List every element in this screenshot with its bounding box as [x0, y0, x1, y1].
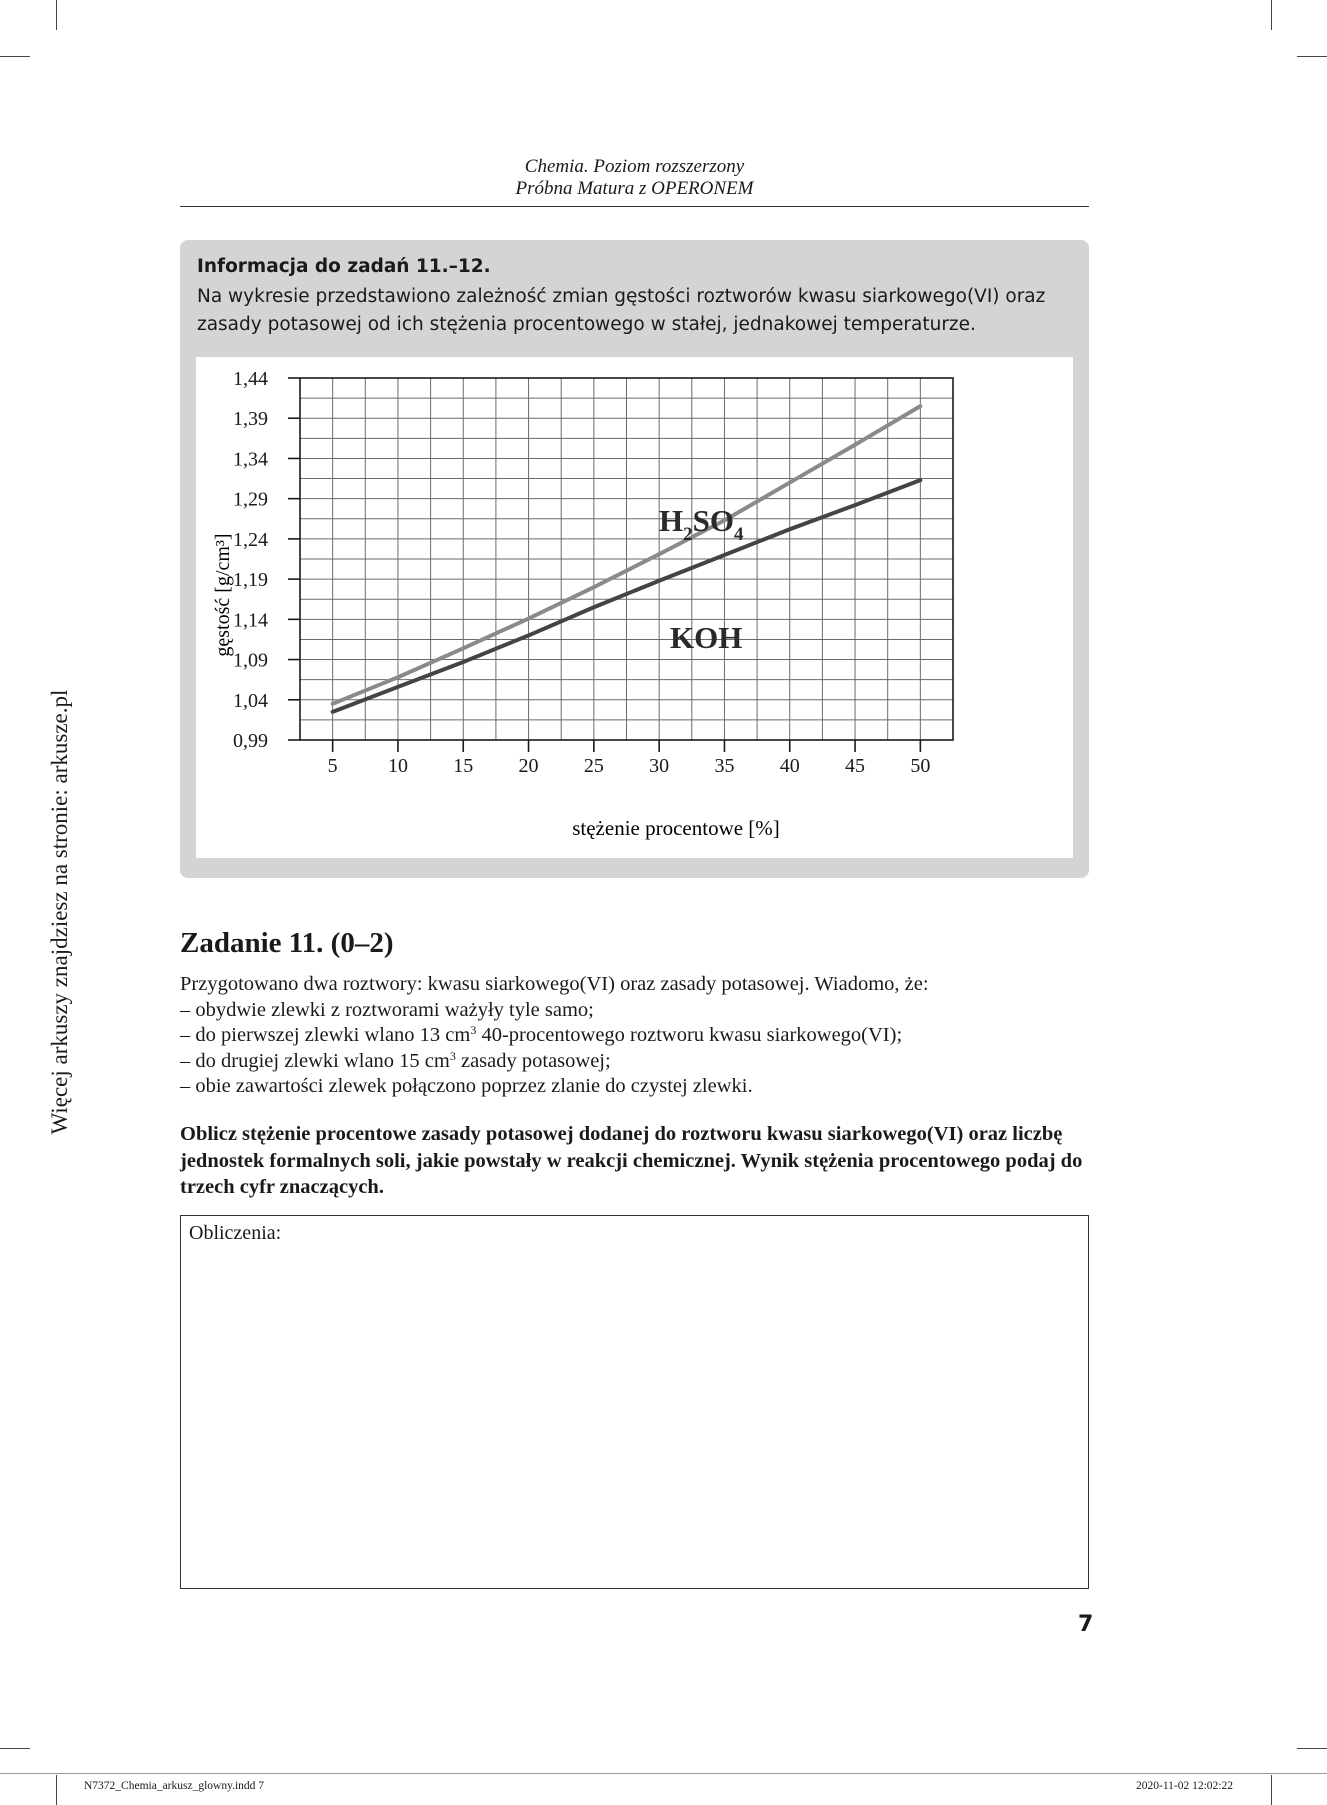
- y-tick-label: 1,24: [233, 528, 268, 551]
- sidebar-promo-text: Więcej arkuszy znajdziesz na stronie: arkusze.pl: [47, 689, 72, 1135]
- crop-mark: [1297, 56, 1327, 57]
- chart-panel: [196, 357, 1073, 858]
- x-tick-label: 30: [649, 755, 670, 777]
- task-body: [180, 972, 1095, 1100]
- y-tick-label: 1,29: [233, 488, 268, 511]
- header-divider: [180, 206, 1089, 207]
- task-intro: Przygotowano dwa roztwory: kwasu siarkowego(VI) oraz zasady potasowej. Wiadomo, że:: [180, 973, 929, 995]
- y-tick-label: 1,39: [233, 408, 268, 431]
- crop-mark: [0, 56, 30, 57]
- y-tick-label: 1,04: [233, 689, 268, 712]
- crop-mark: [56, 1775, 57, 1805]
- x-tick-label: 40: [779, 755, 800, 777]
- x-tick-label: 15: [453, 755, 474, 777]
- page-number: 7: [1078, 1612, 1094, 1637]
- y-tick-label: 1,19: [233, 569, 268, 592]
- header-line-2: Próbna Matura z OPERONEM: [515, 178, 754, 199]
- info-title: Informacja do zadań 11.–12.: [197, 256, 491, 277]
- y-axis-label: gęstość [g/cm³]: [212, 533, 234, 657]
- series-label-koh: KOH: [670, 620, 743, 655]
- x-tick-label: 50: [910, 755, 931, 777]
- task-title: Zadanie 11. (0–2): [180, 927, 394, 959]
- y-tick-label: 1,09: [233, 649, 268, 672]
- header-line-1: Chemia. Poziom rozszerzony: [524, 156, 745, 177]
- footer-file-info: N7372_Chemia_arkusz_glowny.indd 7: [84, 1780, 265, 1792]
- y-tick-label: 1,34: [233, 448, 268, 471]
- x-axis-label: stężenie procentowe [%]: [572, 816, 780, 840]
- crop-mark: [1271, 1775, 1272, 1805]
- task-item: – obie zawartości zlewek połączono poprzez zlanie do czystej zlewki.: [180, 1075, 753, 1097]
- x-tick-label: 45: [845, 755, 866, 777]
- density-chart: [196, 357, 1073, 858]
- task-instruction: Oblicz stężenie procentowe zasady potasowej dodanej do roztworu kwasu siarkowego(VI) oraz liczbę jednostek formalnych soli, jakie powstały w reakcji chemicznej. Wynik stężenia procentowego podaj do trzech cyfr znaczących.: [180, 1123, 1083, 1198]
- y-tick-label: 1,44: [233, 368, 268, 390]
- x-tick-label: 20: [518, 755, 539, 777]
- y-tick-label: 1,14: [233, 609, 268, 632]
- x-tick-label: 25: [583, 755, 604, 777]
- crop-mark: [56, 0, 57, 30]
- task-item: – do drugiej zlewki wlano 15 $cm^3$ zasady potasowej;: [180, 1048, 611, 1072]
- crop-mark: [1297, 1748, 1327, 1749]
- x-tick-label: 10: [387, 755, 408, 777]
- footer-divider: [0, 1773, 1327, 1774]
- info-text: Na wykresie przedstawiono zależność zmian gęstości roztworów kwasu siarkowego(VI) oraz zasady potasowej od ich stężenia procentowego w stałej, jednakowej temperaturze.: [197, 286, 1046, 335]
- answer-area[interactable]: [180, 1215, 1089, 1589]
- crop-mark: [1271, 0, 1272, 30]
- task-item: – obydwie zlewki z roztworami ważyły tyle samo;: [180, 998, 594, 1021]
- y-tick-label: 0,99: [233, 730, 268, 752]
- x-tick-label: 5: [327, 755, 338, 777]
- crop-mark: [0, 1748, 30, 1749]
- chart-axes: [233, 368, 953, 777]
- x-tick-label: 35: [714, 755, 735, 777]
- running-header: [180, 156, 1089, 200]
- footer-timestamp: 2020-11-02 12:02:22: [1136, 1780, 1233, 1792]
- task-item: – do pierwszej zlewki wlano 13 $cm^3$ 40-procentowego roztworu kwasu siarkowego(VI);: [180, 1023, 903, 1046]
- series-label-h2so4: $H_2SO_4$: [659, 503, 744, 545]
- answer-label: Obliczenia:: [189, 1222, 282, 1244]
